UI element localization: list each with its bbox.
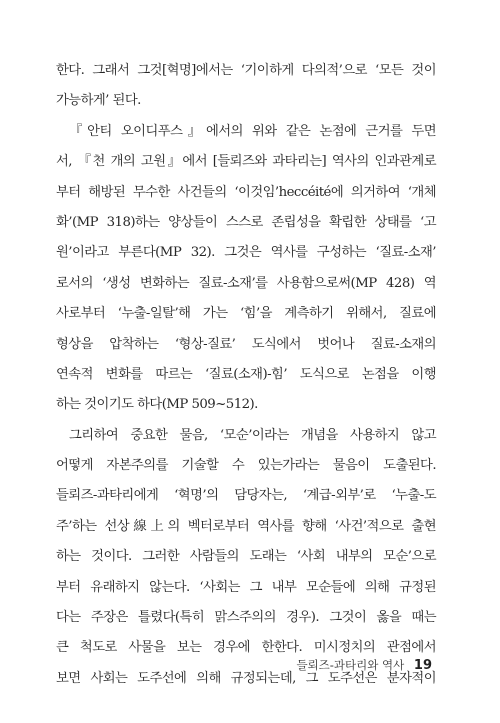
text-line: 『안티 오이디푸스』에서의 위와 같은 논점에 근거를 두면 [69,123,436,139]
text-line: 다는 주장은 틀렸다(특히 맑스주의의 경우). 그것이 옳을 때는 [56,610,436,626]
text-line: 어떻게 자본주의를 기술할 수 있는가라는 물음이 도출된다. [56,458,436,474]
text-line: 한다. 그래서 그것[혁명]에서는 ‘기이하게 다의적’으로 ‘모든 것이 [56,63,436,78]
text-line: 서, 『천 개의 고원』에서 [들뢰즈와 과타리는] 역사의 인과관계로 [56,154,436,170]
text-line: 들뢰즈-과타리에게 ‘혁명’의 담당자는, ‘계급-외부’로 ‘누출-도 [56,488,436,504]
text-line: 원’이라고 부른다(MP 32). 그것은 역사를 구성하는 ‘질료-소재’ [56,245,436,261]
text-line: 연속적 변화를 따르는 ‘질료(소재)-힘’ 도식으로 논점을 이행 [56,366,436,382]
text-line: 하는 것이다. 그러한 사람들의 도래는 ‘사회 내부의 모순’으로 [56,549,436,565]
running-title: 들뢰즈-과타리와 역사 [296,658,405,672]
text-line: 보면 사회는 도주선에 의해 규정되는데, 그 도주선은 분자적이 [56,670,436,686]
text-line: 사로부터 ‘누출-일탈’해 가는 ‘힘’을 계측하기 위해서, 질료에 [56,306,436,322]
body-text [56,56,436,694]
text-line: 그리하여 중요한 물음, ‘모순’이라는 개념을 사용하지 않고 [69,427,436,443]
text-line: 주’하는 선상線上의 벡터로부터 역사를 향해 ‘사건’적으로 출현 [56,518,436,534]
text-line: 부터 해방된 무수한 사건들의 ‘이것임’heccéité에 의거하여 ‘개체 [56,184,436,200]
page-footer [296,657,432,673]
page-number: 19 [413,658,432,673]
text-line: 큰 척도로 사물을 보는 경우에 한한다. 미시정치의 관점에서 [56,640,436,656]
text-line: 부터 유래하지 않는다. ‘사회는 그 내부 모순들에 의해 규정된 [56,579,436,595]
text-line: 로서의 ‘생성 변화하는 질료-소재’를 사용함으로써(MP 428) 역 [56,275,436,291]
text-line: 하는 것이기도 하다(MP 509~512). [56,397,258,413]
text-line: 가능하게’ 된다. [56,93,141,109]
text-line: 형상을 압착하는 ‘형상-질료’ 도식에서 벗어나 질료-소재의 [56,336,436,352]
text-line: 화’(MP 318)하는 양상들이 스스로 존립성을 확립한 상태를 ‘고 [56,214,436,230]
